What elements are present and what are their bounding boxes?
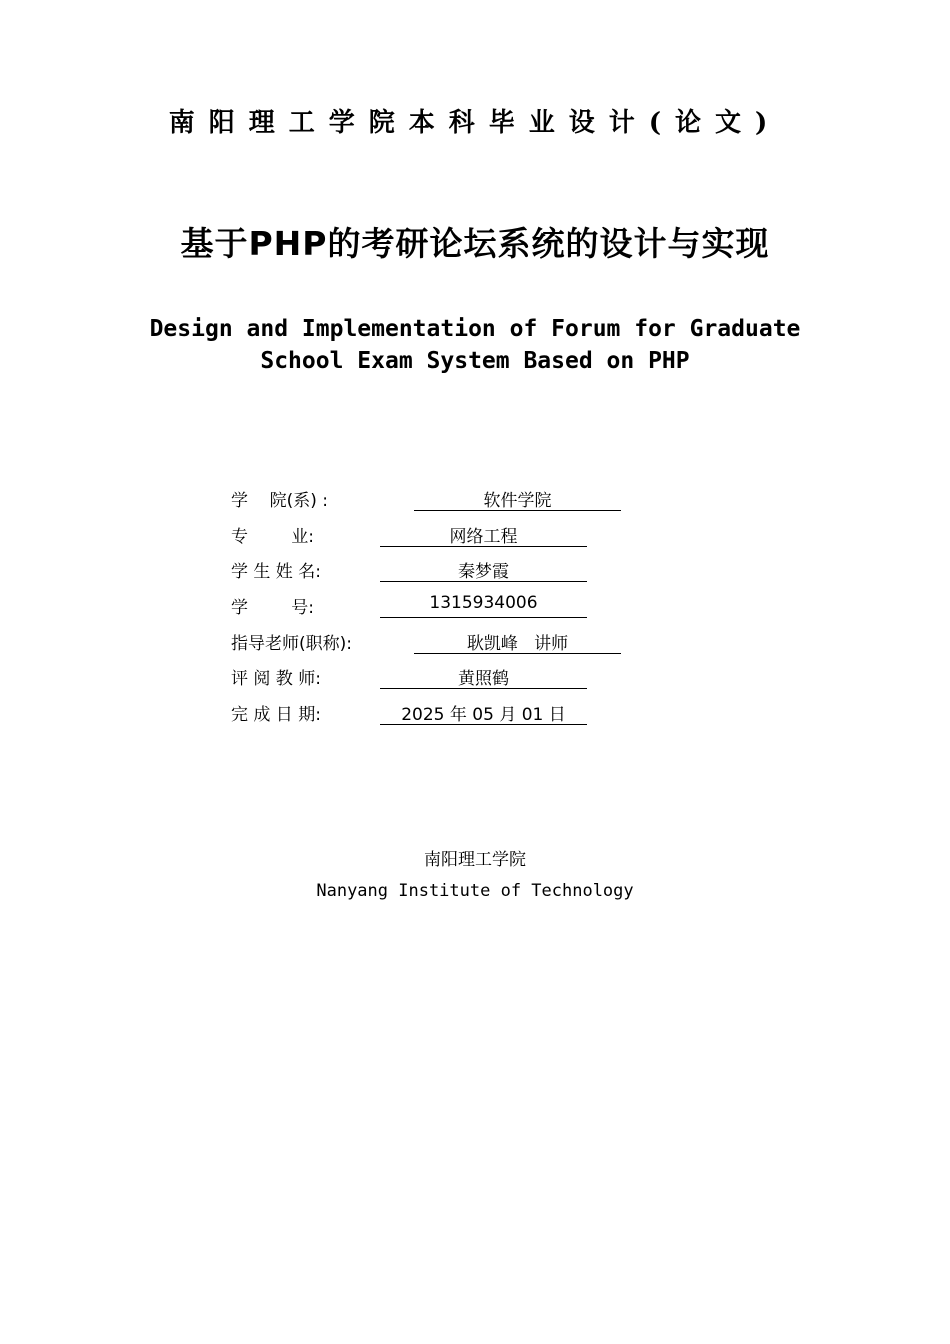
info-row-student-id xyxy=(231,593,691,629)
thesis-title-chinese: 基于PHP的考研论坛系统的设计与实现 xyxy=(180,224,770,263)
thesis-title-english xyxy=(0,313,950,377)
thesis-title-english-line-1: Design and Implementation of Forum for Graduate xyxy=(149,316,801,342)
completion-date-value: 2025 年 05 月 01 日 xyxy=(380,700,587,725)
institution-name-english: Nanyang Institute of Technology xyxy=(316,881,634,901)
major-label: 专 业: xyxy=(231,526,314,547)
info-row-reviewer xyxy=(231,664,691,700)
major-value: 网络工程 xyxy=(380,522,587,547)
reviewer-value: 黄照鹤 xyxy=(380,664,587,689)
reviewer-label: 评 阅 教 师: xyxy=(231,669,321,690)
institution-name-chinese: 南阳理工学院 xyxy=(424,850,526,870)
info-row-major xyxy=(231,522,691,558)
student-id-value: 1315934006 xyxy=(380,593,587,618)
student-name-label: 学 生 姓 名: xyxy=(231,562,321,583)
completion-date-label: 完 成 日 期: xyxy=(231,705,321,726)
thesis-header: 南阳理工学院本科毕业设计(论文) xyxy=(168,108,782,138)
info-row-student-name xyxy=(231,557,691,593)
college-value: 软件学院 xyxy=(414,486,621,511)
info-row-completion-date xyxy=(231,700,691,736)
info-row-advisor xyxy=(231,629,691,665)
student-name-value: 秦梦霞 xyxy=(380,557,587,582)
college-label: 学 院(系) : xyxy=(231,491,329,511)
advisor-value: 耿凯峰 讲师 xyxy=(414,629,621,654)
advisor-label: 指导老师(职称): xyxy=(231,633,352,654)
info-row-college xyxy=(231,486,691,522)
thesis-title-english-line-2: School Exam System Based on PHP xyxy=(260,348,690,374)
student-info-block xyxy=(231,486,691,736)
student-id-label: 学 号: xyxy=(231,598,314,619)
